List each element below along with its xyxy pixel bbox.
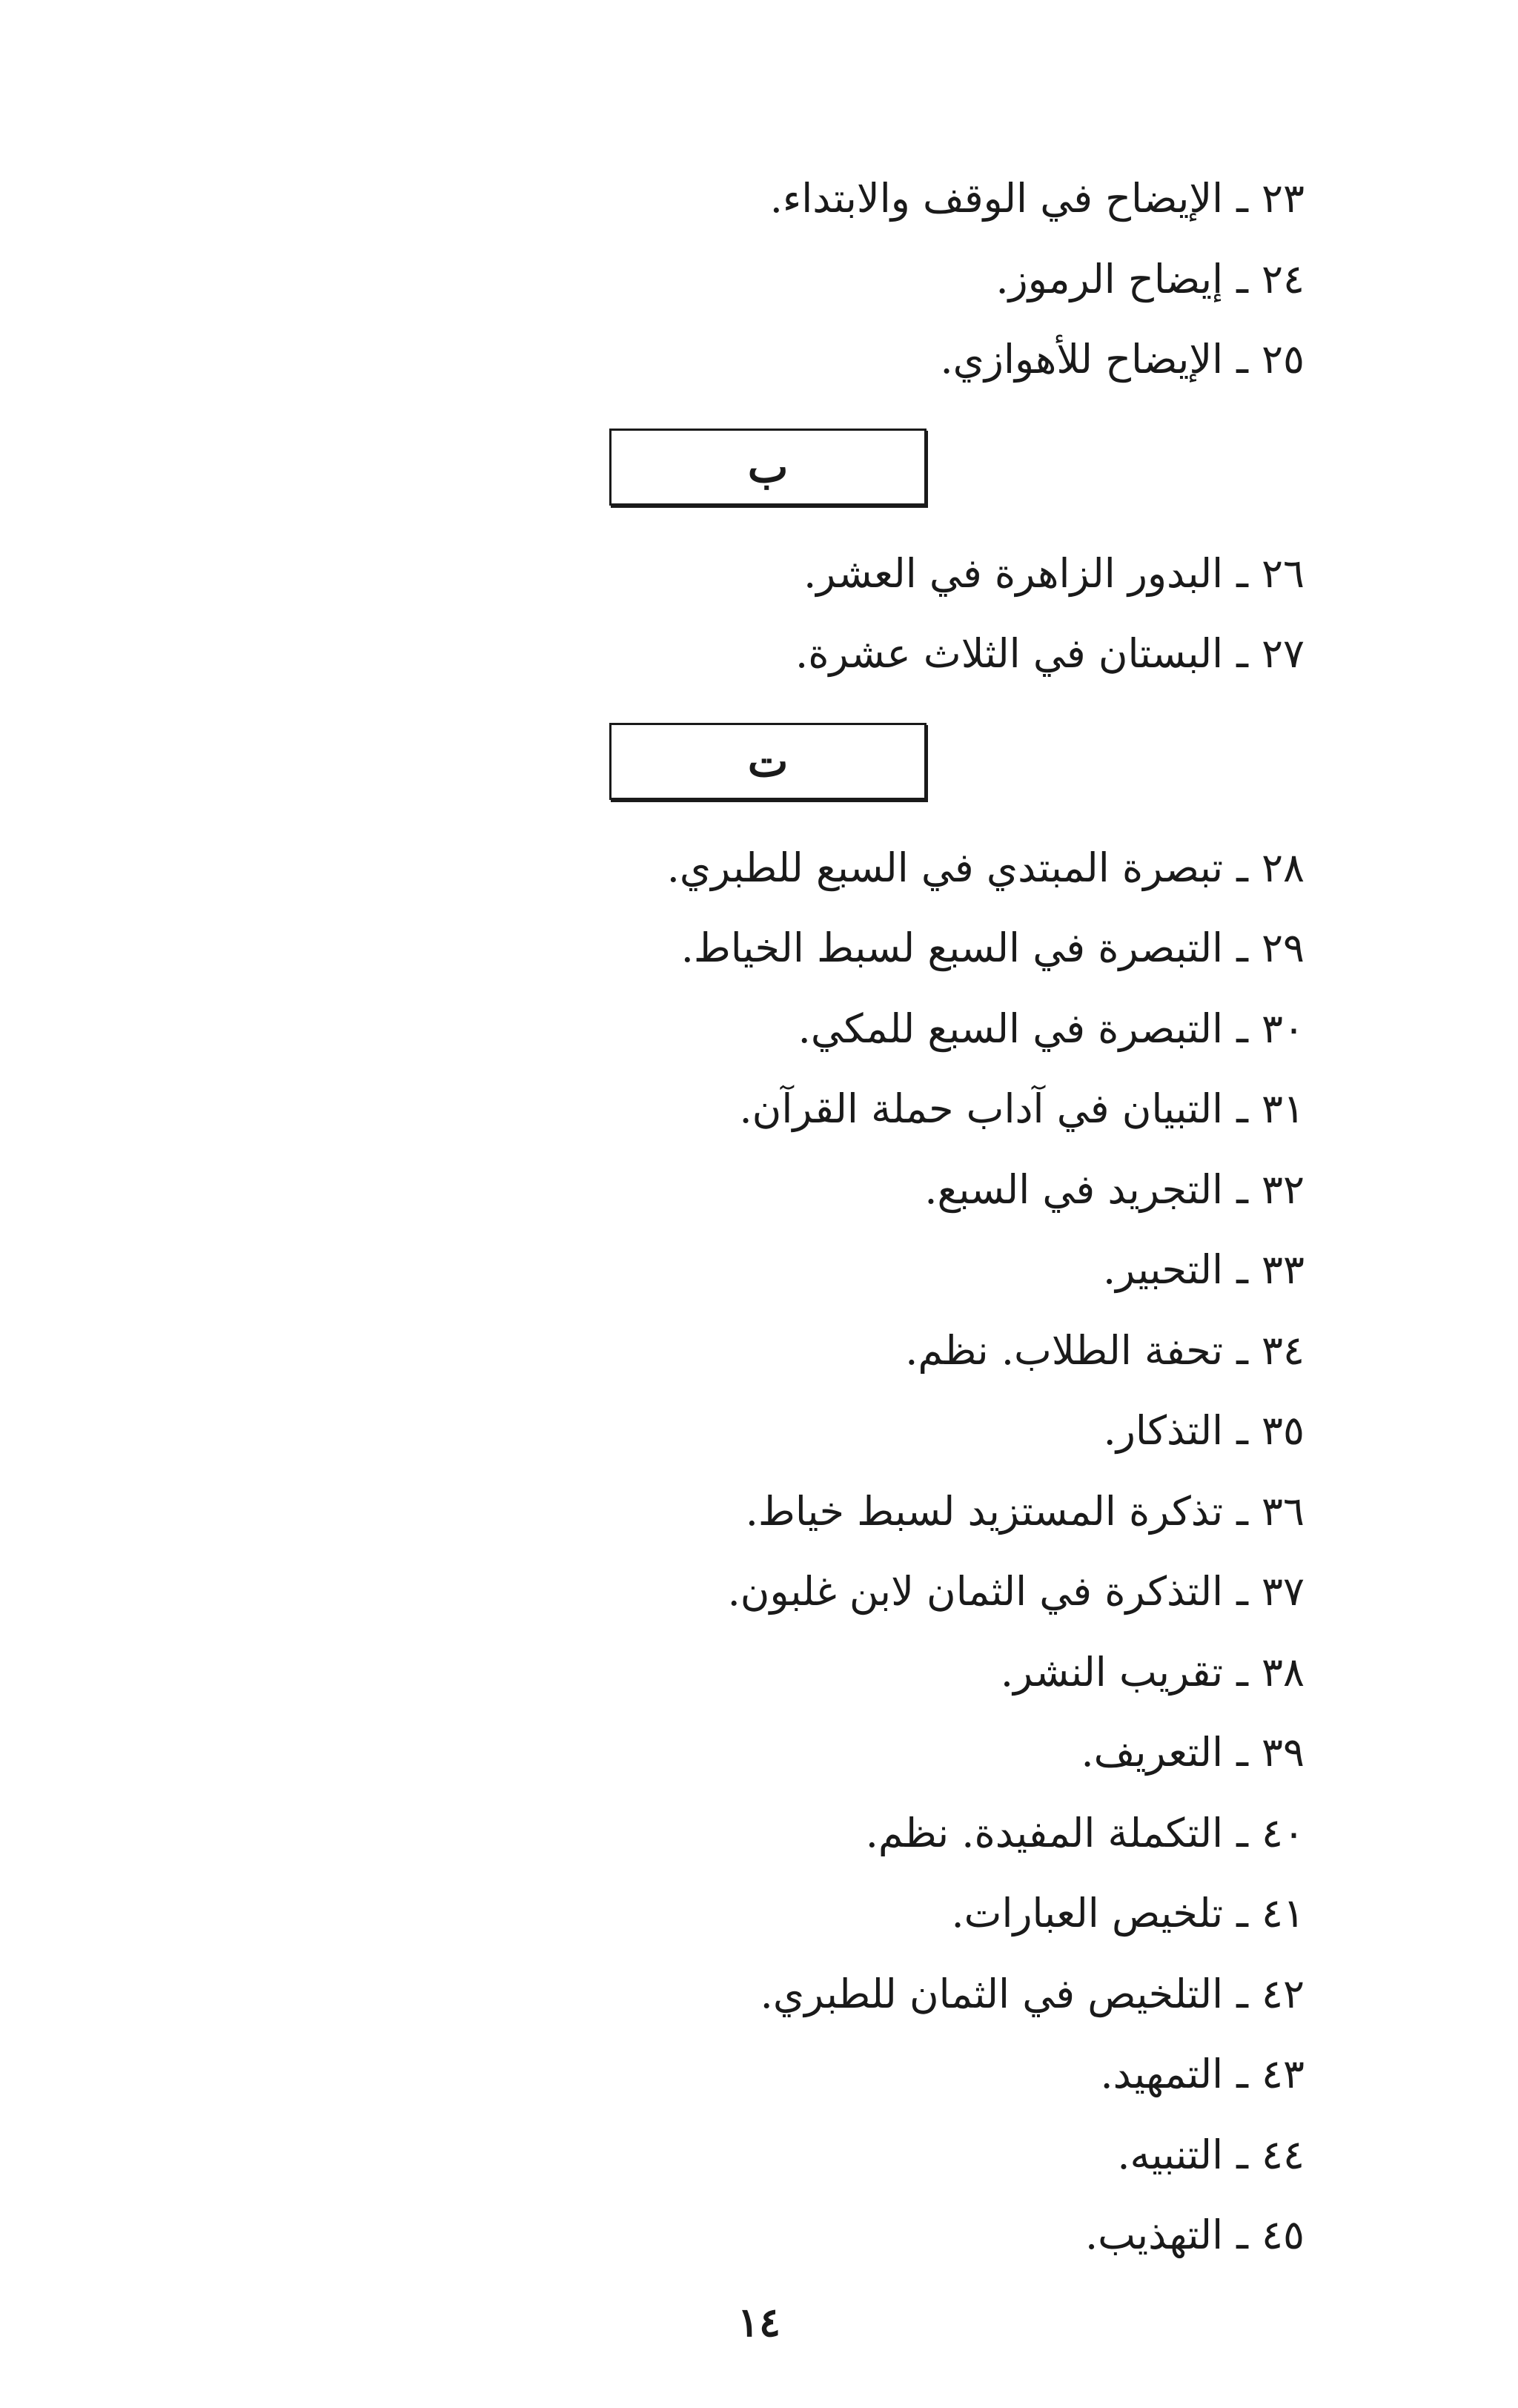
entry-number: ٤١ [1261,1890,1305,1936]
entry-title: التجريد في السبع. [924,1165,1224,1213]
entry-separator: ـ [1236,175,1248,222]
list-item [489,2115,1305,2196]
entry-title: إيضاح الرموز. [995,255,1224,302]
list-item [489,1873,1305,1954]
entry-number: ٢٣ [1261,175,1305,222]
entry-number: ٣٥ [1261,1407,1305,1454]
entry-separator: ـ [1236,2212,1248,2258]
entry-number: ٣٣ [1261,1246,1305,1293]
entry-title: التهذيب. [1084,2212,1224,2258]
section-header [489,695,1305,828]
list-item [489,989,1305,1070]
entry-title: تحفة الطلاب. نظم. [905,1326,1224,1374]
entry-number: ٣٤ [1261,1326,1305,1374]
entry-number: ٢٥ [1261,336,1305,383]
entry-number: ٤٢ [1261,1970,1305,2017]
entry-number: ٤٤ [1261,2131,1305,2178]
entry-separator: ـ [1236,1890,1248,1936]
list-item [489,2034,1305,2115]
entry-title: التذكرة في الثمان لابن غلبون. [727,1568,1224,1615]
list-item [489,1633,1305,1713]
entry-title: التمهيد. [1100,2051,1224,2097]
entry-title: التبيان في آداب حملة القرآن. [739,1085,1224,1132]
entry-number: ٣٧ [1261,1568,1305,1615]
entry-number: ٤٣ [1261,2051,1305,2097]
entry-title: التنبيه. [1117,2131,1224,2178]
section-header [489,400,1305,534]
entry-number: ٣٢ [1261,1165,1305,1213]
entry-title: التلخيص في الثمان للطبري. [760,1970,1224,2017]
entry-separator: ـ [1236,1005,1248,1052]
entry-separator: ـ [1236,1246,1248,1293]
entry-title: التحبير. [1102,1246,1224,1293]
entry-separator: ـ [1236,549,1248,597]
entry-separator: ـ [1236,336,1248,383]
list-item [489,828,1305,909]
list-item [489,320,1305,400]
entry-title: الإيضاح في الوقف والابتداء. [769,175,1224,222]
list-item [489,1793,1305,1874]
entry-separator: ـ [1236,1487,1248,1535]
entry-number: ٢٨ [1261,844,1305,891]
list-item [489,1552,1305,1633]
entry-separator: ـ [1236,1648,1248,1696]
list-item [489,908,1305,989]
bibliography-list [489,159,1305,2276]
list-item [489,159,1305,239]
list-item [489,1230,1305,1311]
entry-separator: ـ [1236,924,1248,971]
entry-separator: ـ [1236,1407,1248,1454]
entry-separator: ـ [1236,1568,1248,1615]
entry-separator: ـ [1236,844,1248,891]
list-item [489,2195,1305,2276]
list-item [489,1954,1305,2035]
entry-separator: ـ [1236,1085,1248,1132]
entry-separator: ـ [1236,1326,1248,1374]
entry-separator: ـ [1236,1165,1248,1213]
list-item [489,534,1305,615]
list-item [489,1150,1305,1231]
entry-title: التبصرة في السبع لسبط الخياط. [680,924,1224,971]
entry-separator: ـ [1236,2131,1248,2178]
entry-title: التعريف. [1081,1729,1224,1776]
entry-title: البستان في الثلاث عشرة. [795,630,1224,677]
entry-separator: ـ [1236,1809,1248,1856]
entry-title: التذكار. [1103,1407,1224,1454]
entry-separator: ـ [1236,2051,1248,2097]
entry-number: ٢٧ [1261,630,1305,677]
entry-separator: ـ [1236,1970,1248,2017]
entry-separator: ـ [1236,255,1248,302]
entry-number: ٣١ [1261,1085,1305,1132]
entry-number: ٣٠ [1261,1005,1305,1052]
entry-number: ٢٦ [1261,549,1305,597]
entry-number: ٣٨ [1261,1648,1305,1696]
section-letter-box: ت [609,723,927,800]
section-letter-box: ب [609,429,927,506]
list-item [489,1069,1305,1150]
entry-separator: ـ [1236,1729,1248,1776]
entry-number: ٤٠ [1261,1809,1305,1856]
entry-title: التبصرة في السبع للمكي. [798,1005,1224,1052]
entry-title: تقريب النشر. [1000,1648,1224,1696]
page-number: ١٤ [737,2298,780,2346]
entry-title: تذكرة المستزيد لسبط خياط. [745,1487,1224,1535]
entry-title: البدور الزاهرة في العشر. [803,549,1224,597]
list-item [489,1311,1305,1392]
list-item [489,1713,1305,1793]
entry-separator: ـ [1236,630,1248,677]
list-item [489,1472,1305,1552]
entry-number: ٢٤ [1261,255,1305,302]
list-item [489,614,1305,695]
entry-number: ٣٩ [1261,1729,1305,1776]
entry-number: ٢٩ [1261,924,1305,971]
entry-title: تلخيص العبارات. [951,1890,1224,1936]
entry-title: التكملة المفيدة. نظم. [865,1809,1224,1856]
list-item [489,239,1305,320]
entry-number: ٣٦ [1261,1487,1305,1535]
entry-number: ٤٥ [1261,2212,1305,2258]
list-item [489,1391,1305,1472]
entry-title: تبصرة المبتدي في السبع للطبري. [666,844,1224,891]
entry-title: الإيضاح للأهوازي. [940,336,1224,383]
